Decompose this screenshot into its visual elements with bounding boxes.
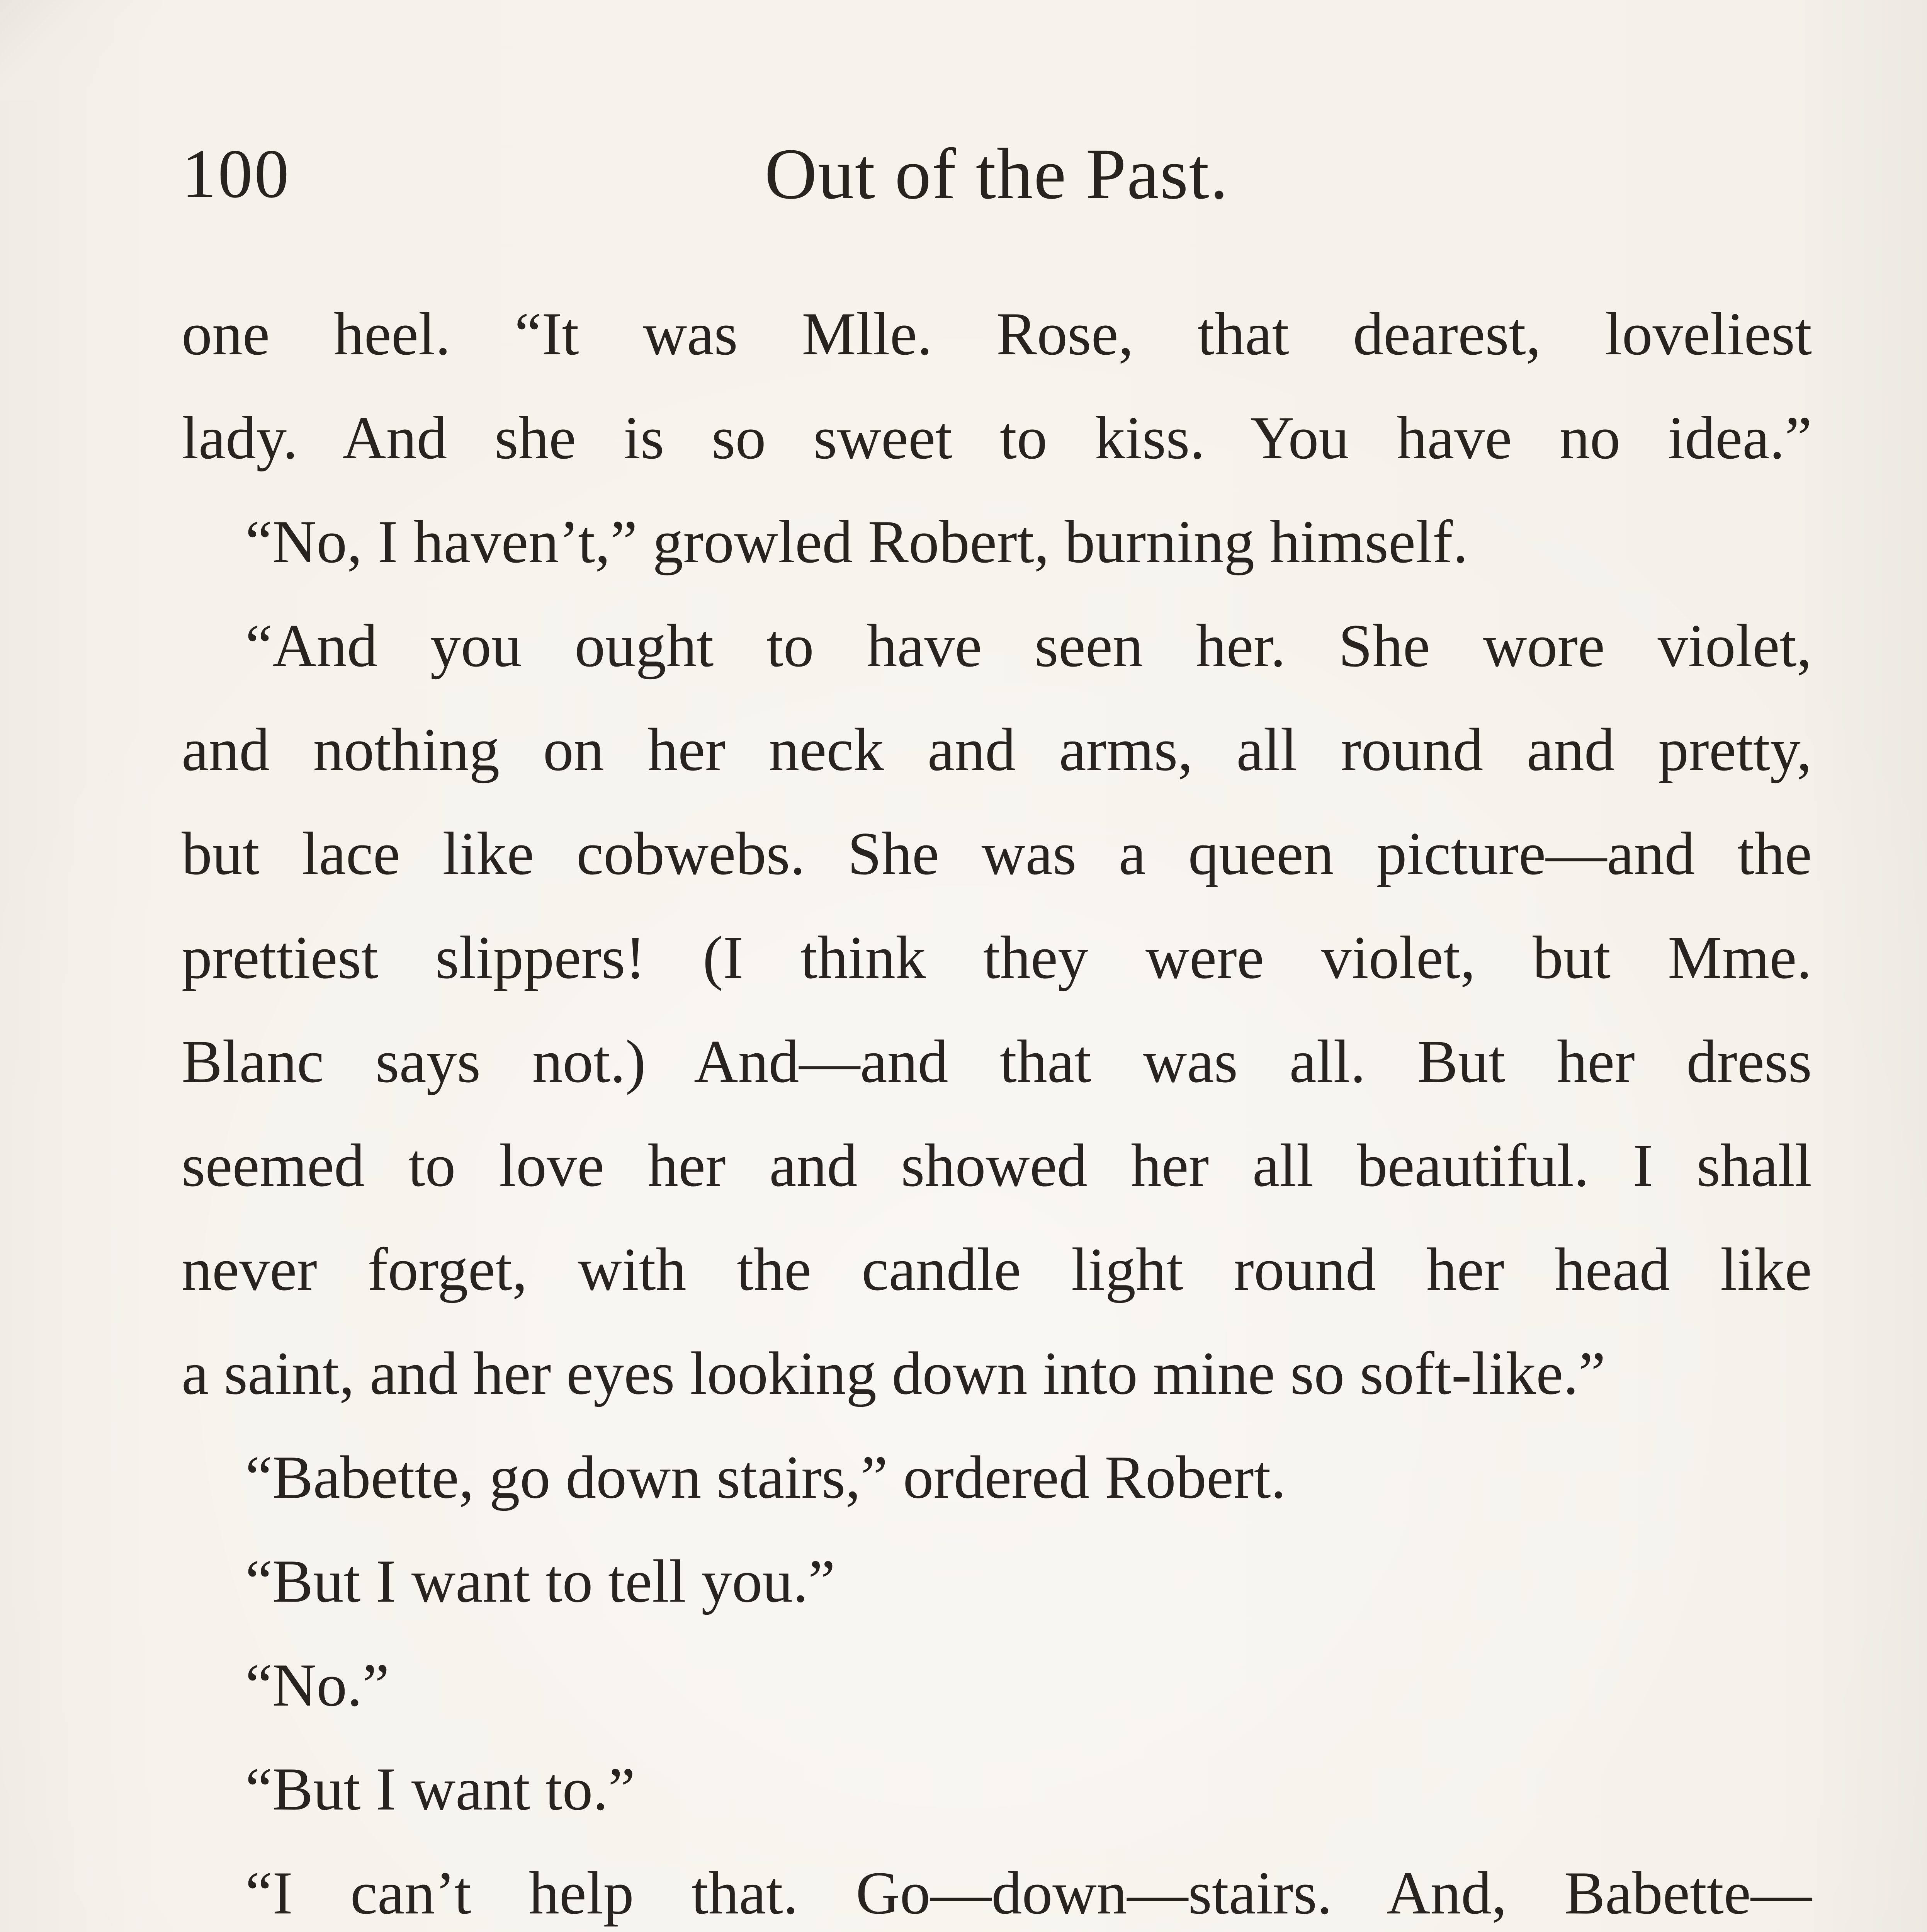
text-line-3: “No, I haven’t,” growled Robert, burning himself. (245, 508, 1468, 576)
page-number: 100 (182, 135, 291, 212)
text-line-10: never forget, with the candle light round her head like (182, 1236, 1812, 1303)
text-line-11: a saint, and her eyes looking down into mine so soft-like.” (182, 1340, 1606, 1407)
text-line-8: Blanc says not.) And—and that was all. But her dress (182, 1028, 1812, 1095)
text-line-16: “I can’t help that. Go—down—stairs. And, Babette— (245, 1859, 1812, 1927)
text-line-6: but lace like cobwebs. She was a queen picture—and the (182, 820, 1812, 888)
text-line-4: “And you ought to have seen her. She wore violet, (245, 612, 1812, 680)
running-title: Out of the Past. (765, 133, 1229, 214)
page-header (182, 128, 1812, 220)
text-line-7: prettiest slippers! (I think they were violet, but Mme. (182, 924, 1812, 992)
text-line-14: “No.” (245, 1651, 389, 1719)
text-line-15: “But I want to.” (245, 1755, 636, 1823)
text-line-12: “Babette, go down stairs,” ordered Robert. (245, 1444, 1286, 1511)
text-line-2: lady. And she is so sweet to kiss. You have no idea.” (182, 404, 1812, 472)
text-line-1: one heel. “It was Mlle. Rose, that dearest, loveliest (182, 300, 1812, 368)
text-line-13: “But I want to tell you.” (245, 1548, 835, 1615)
page-corner-shadow (0, 0, 162, 100)
text-line-9: seemed to love her and showed her all beautiful. I shall (182, 1132, 1812, 1199)
text-line-5: and nothing on her neck and arms, all round and pretty, (182, 716, 1812, 784)
